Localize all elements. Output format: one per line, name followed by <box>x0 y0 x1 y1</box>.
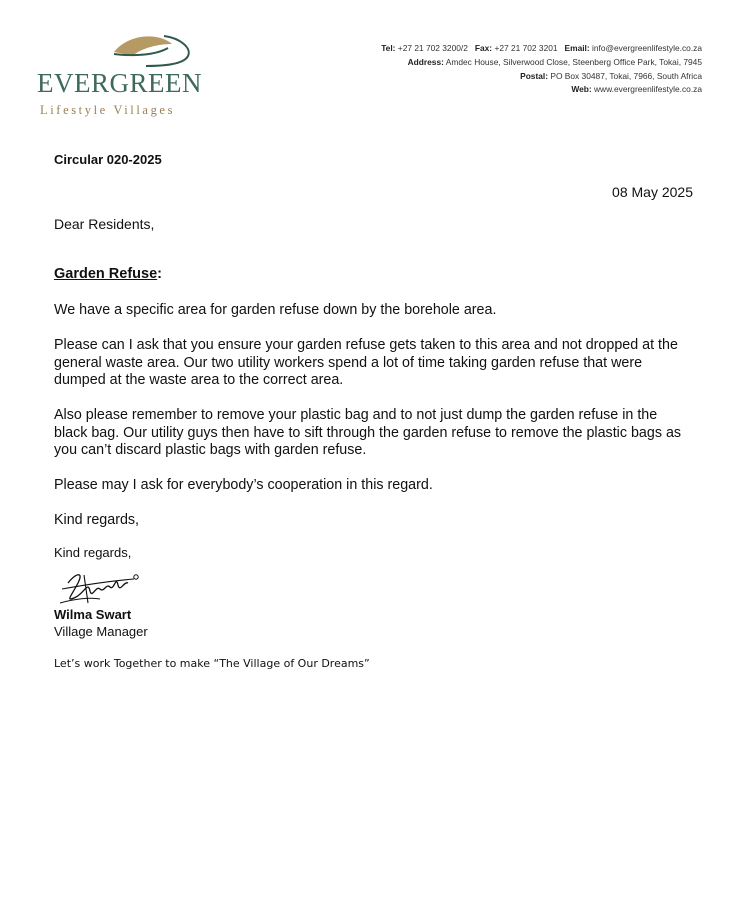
motto: Let’s work Together to make “The Village of Our Dreams” <box>54 657 370 670</box>
paragraph-1: We have a specific area for garden refuse down by the borehole area. <box>54 302 497 318</box>
web-value: www.evergreenlifestyle.co.za <box>594 84 702 95</box>
contact-line-4 <box>381 83 702 97</box>
tel-label: Tel: <box>381 43 396 53</box>
subject-colon: : <box>157 266 162 282</box>
web-label: Web: <box>571 84 592 95</box>
closing: Kind regards, <box>54 512 140 528</box>
postal-label: Postal: <box>520 70 549 81</box>
closing-repeat: Kind regards, <box>54 545 132 560</box>
subject-heading <box>54 266 162 282</box>
subject-text: Garden Refuse <box>54 266 158 282</box>
fax-value: +27 21 702 3201 <box>494 43 558 53</box>
signer-title: Village Manager <box>54 624 148 639</box>
salutation: Dear Residents, <box>54 216 155 232</box>
paragraph-2: Please can I ask that you ensure your garden refuse gets taken to this area and not dropped at the general waste area. Our two utility workers spend a lot of time taking garden refuse that were dumped at the waste area to the correct area. <box>54 337 678 388</box>
contact-line-1 <box>381 42 702 56</box>
tel-value: +27 21 702 3200/2 <box>397 43 468 53</box>
evergreen-logo <box>36 30 206 122</box>
contact-block <box>381 42 702 97</box>
address-value: Amdec House, Silverwood Close, Steenberg Office Park, Tokai, 7945 <box>445 56 702 67</box>
fax-label: Fax: <box>474 43 493 53</box>
email-value: info@evergreenlifestyle.co.za <box>592 43 702 53</box>
postal-value: PO Box 30487, Tokai, 7966, South Africa <box>550 70 702 81</box>
signature-image <box>54 563 146 611</box>
email-label: Email: <box>564 43 590 53</box>
paragraph-3: Also please remember to remove your plastic bag and to not just dump the garden refuse in the black bag. Our utility guys then have to sift through the garden refuse to remove the plastic bags as you can’t discard plastic bags with garden refuse. <box>54 407 682 458</box>
logo-tagline: Lifestyle Villages <box>40 103 176 117</box>
address-label: Address: <box>407 56 444 67</box>
logo-brand: EVERGREEN <box>37 68 202 98</box>
leaf-icon <box>106 30 196 70</box>
contact-line-2 <box>381 56 702 70</box>
letter-date: 08 May 2025 <box>612 184 693 200</box>
circular-number: Circular 020-2025 <box>54 152 162 167</box>
paragraph-4: Please may I ask for everybody’s cooperation in this regard. <box>54 477 433 493</box>
signer-name: Wilma Swart <box>54 607 132 622</box>
contact-line-3 <box>381 70 702 84</box>
